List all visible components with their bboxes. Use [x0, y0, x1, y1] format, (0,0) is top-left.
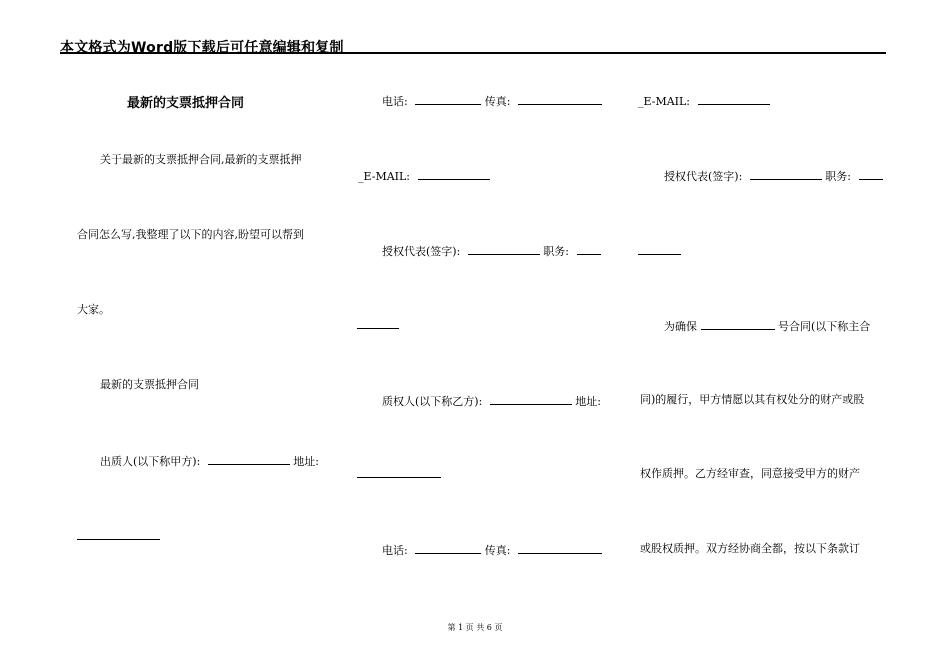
phone2-label: 电话: [382, 544, 408, 557]
pledgee-email-line [638, 93, 770, 109]
email-label: _E-MAIL: [358, 170, 411, 183]
pledgor-email-line [358, 168, 490, 184]
pledgor-address-blank [77, 539, 160, 540]
pledgor-rep-line [382, 243, 601, 259]
pledgor-label: 出质人(以下称甲方): [100, 455, 201, 468]
intro-line-3: 大家。 [77, 303, 110, 316]
pledgee-line [382, 393, 601, 409]
intro-line-2: 合同怎么写,我整理了以下的内容,盼望可以帮到 [77, 228, 304, 241]
email2-label: _E-MAIL: [638, 95, 691, 108]
fax2-label: 传真: [484, 544, 511, 557]
fax2-blank [518, 542, 602, 554]
document-title: 最新的支票抵押合同 [127, 96, 245, 111]
fax-label: 传真: [484, 95, 511, 108]
header-divider [60, 52, 886, 54]
position-blank [577, 243, 601, 255]
rep-label: 授权代表(签字): [382, 245, 461, 258]
rep-signature-blank [468, 243, 540, 255]
contract-number-blank [701, 318, 775, 330]
clause-line-1 [664, 318, 870, 334]
pledgee-address-blank [357, 477, 441, 478]
pledgee-phone-fax-line [382, 542, 602, 558]
pledgee-label: 质权人(以下称乙方): [382, 395, 483, 408]
phone-blank [415, 93, 481, 105]
position-blank-continued [357, 328, 399, 329]
document-header: 本文格式为Word版下载后可任意编辑和复制 [60, 40, 344, 56]
pledgor-name-blank [208, 453, 290, 465]
clause-line-2: 同)的履行，甲方情愿以其有权处分的财产或股 [640, 393, 865, 406]
email-blank [418, 168, 490, 180]
clause-start: 为确保 [664, 320, 697, 333]
contract-subtitle: 最新的支票抵押合同 [100, 378, 199, 391]
pledgor-line [100, 453, 319, 469]
intro-line-1: 关于最新的支票抵押合同,最新的支票抵押 [100, 153, 302, 166]
position2-blank-continued [638, 254, 681, 255]
position-label: 职务: [543, 245, 570, 258]
phone-label: 电话: [382, 95, 408, 108]
fax-blank [518, 93, 602, 105]
page-number: 第 1 页 共 6 页 [447, 623, 503, 632]
rep2-signature-blank [750, 168, 822, 180]
rep2-label: 授权代表(签字): [664, 170, 743, 183]
clause-line-3: 权作质押。乙方经审查，同意接受甲方的财产 [640, 467, 860, 480]
position2-blank [859, 168, 883, 180]
clause-line-4: 或股权质押。双方经协商全都，按以下条款订 [640, 542, 860, 555]
pledgee-rep-line [664, 168, 883, 184]
pledgee-address-label: 地址: [575, 395, 602, 408]
position2-label: 职务: [825, 170, 852, 183]
pledgor-phone-fax-line [382, 93, 602, 109]
pledgee-name-blank [490, 393, 572, 405]
email2-blank [698, 93, 770, 105]
pledgor-address-label: 地址: [293, 455, 320, 468]
phone2-blank [415, 542, 481, 554]
clause-mid: 号合同(以下称主合 [778, 320, 871, 333]
